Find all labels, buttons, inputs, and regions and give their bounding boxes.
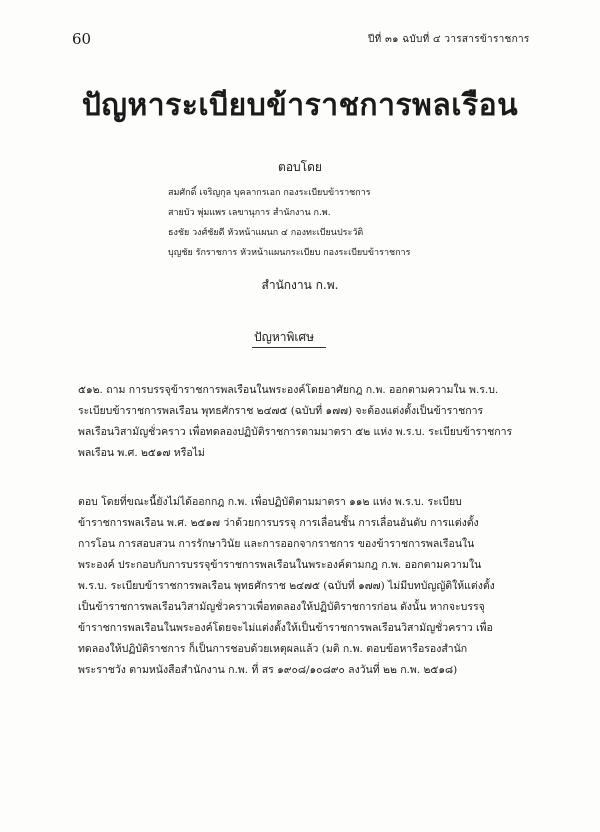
credit-line: ธงชัย วงศ์ชัยดี หัวหน้าแผนก ๔ กองทะเบียนประวัติ <box>168 228 364 238</box>
credit-line: บุญชัย รักราชการ หัวหน้าแผนกระเบียบ กองระเบียบข้าราชการ <box>168 248 411 258</box>
answer-line: พ.ร.บ. ระเบียบข้าราชการพลเรือน พุทธศักราช ๒๔๗๕ (ฉบับที่ ๑๗๗) ไม่มีบทบัญญัติให้แต่งตั้ง <box>78 580 495 592</box>
question-line: ระเบียบข้าราชการพลเรือน พุทธศักราช ๒๔๗๕ (ฉบับที่ ๑๗๗) จะต้องแต่งตั้งเป็นข้าราชการ <box>78 405 484 417</box>
question-line: ๕๑๒. ถาม การบรรจุข้าราชการพลเรือนในพระองค์โดยอาศัยกฎ ก.พ. ออกตามความใน พ.ร.บ. <box>78 384 499 396</box>
office-name: สำนักงาน ก.พ. <box>261 278 339 292</box>
answer-line: พระองค์ ประกอบกับการบรรจุข้าราชการพลเรือนในพระองค์ตามกฎ ก.พ. ออกตามความใน <box>78 559 482 571</box>
answer-line: ทดลองให้ปฏิบัติราชการ ก็เป็นการชอบด้วยเหตุผลแล้ว (มติ ก.พ. ตอบข้อหารือรองสำนัก <box>78 643 468 655</box>
answer-line: ข้าราชการพลเรือน พ.ศ. ๒๕๑๗ ว่าด้วยการบรรจุ การเลื่อนชั้น การเลื่อนอันดับ การแต่งตั้ง <box>78 517 479 529</box>
answer-paragraph <box>78 492 548 681</box>
answer-line: ตอบ โดยที่ขณะนี้ยังไม่ได้ออกกฎ ก.พ. เพื่อปฏิบัติตามมาตรา ๑๑๒ แห่ง พ.ร.บ. ระเบียบ <box>78 496 462 508</box>
page-number: 60 <box>72 30 92 48</box>
credit-line: สายบัว พุ่มแพร เลขานุการ สำนักงาน ก.พ. <box>168 208 331 218</box>
credits-list <box>168 183 410 263</box>
section-heading: ปัญหาพิเศษ <box>254 330 315 344</box>
section-underline <box>252 347 326 348</box>
credit-line: สมศักดิ์ เจริญกุล บุคลากรเอก กองระเบียบข้าราชการ <box>168 188 371 198</box>
answer-line: การโอน การสอบสวน การรักษาวินัย และการออกจากราชการ ของข้าราชการพลเรือนใน <box>78 538 475 550</box>
question-line: พลเรือนวิสามัญชั่วคราว เพื่อทดลองปฏิบัติราชการตามมาตรา ๕๒ แห่ง พ.ร.บ. ระเบียบข้าราชการ <box>78 426 513 438</box>
question-line: พลเรือน พ.ศ. ๒๕๑๗ หรือไม่ <box>78 447 205 459</box>
article-title: ปัญหาระเบียบข้าราชการพลเรือน <box>81 88 519 123</box>
answered-by-label: ตอบโดย <box>278 160 322 174</box>
running-header: ปีที่ ๓๑ ฉบับที่ ๔ วารสารข้าราชการ <box>368 34 530 45</box>
question-paragraph <box>78 380 548 464</box>
answer-line: เป็นข้าราชการพลเรือนวิสามัญชั่วคราวเพื่อทดลองให้ปฏิบัติราชการก่อน ดังนั้น หากจะบรรจุ <box>78 601 485 613</box>
answer-line: ข้าราชการพลเรือนในพระองค์โดยจะไม่แต่งตั้งให้เป็นข้าราชการพลเรือนวิสามัญชั่วคราว เพื่อ <box>78 622 493 634</box>
answer-line: พระราชวัง ตามหนังสือสำนักงาน ก.พ. ที่ สร ๑๙๐๘/๑๐๘๙๐ ลงวันที่ ๒๒ ก.พ. ๒๕๑๘) <box>78 664 458 676</box>
